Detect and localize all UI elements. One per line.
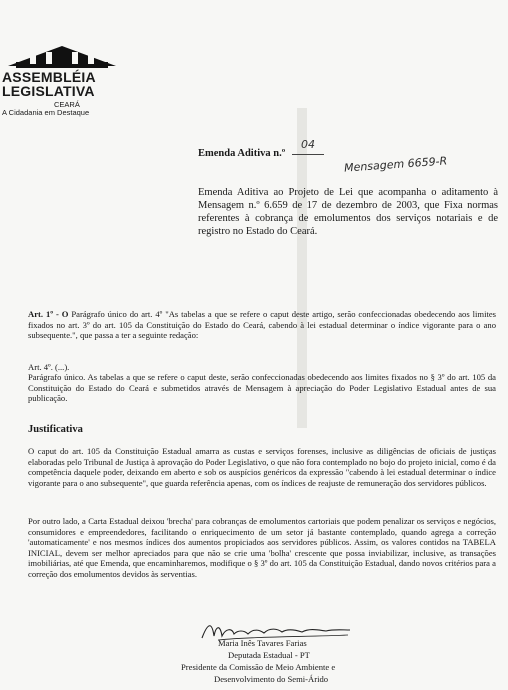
article-1 xyxy=(28,309,496,341)
logo-line2: LEGISLATIVA xyxy=(2,83,95,99)
article-1-label: Art. 1º - O xyxy=(28,309,69,319)
logo-motto: A Cidadania em Destaque xyxy=(2,108,90,117)
assembly-logo xyxy=(2,44,122,117)
paragrafo-text: As tabelas a que se refere o caput deste, serão confeccionadas obedecendo aos limites fixados no § 3º do art. 105 da Constituição do Estado do Ceará e submetidos através de Mensagem à apreciação do Poder Legislativo Estadual antes de sua publicação. xyxy=(28,372,496,403)
signatory-title-line1: Presidente da Comissão de Meio Ambiente e xyxy=(181,662,336,672)
signatory-name: Maria Inês Tavares Farias xyxy=(218,638,307,648)
justificativa-heading: Justificativa xyxy=(28,424,83,435)
signatory-role: Deputada Estadual - PT xyxy=(228,650,310,660)
logo-line1: ASSEMBLÉIA xyxy=(2,69,96,85)
justificativa-paragraph-1: O caput do art. 105 da Constituição Estadual amarra as custas e serviços forenses, inclusive as diligências de oficiais de justiças elaboradas pelo Tribunal de Justiça à aprovação do Poder Legislativo, o que não fora contemplado no bojo do projeto inicial, como é da competência daquele poder, deixando em aberto e sob os auspícios genéricos da expressão "cabendo à lei estadual determinar o índice vigorante para o ano subsequente", que guarda referência apenas, com os índices de reajuste de remuneração dos servidores públicos. xyxy=(28,446,496,488)
signatory-title-line2: Desenvolvimento do Semi-Árido xyxy=(214,674,329,684)
justificativa-paragraph-2: Por outro lado, a Carta Estadual deixou 'brecha' para cobranças de emolumentos cartoriais que podem penalizar os serviços e negócios, consumidores e empreendedores, facilitando o enriquecimento de um setor já bastante contemplado, quando agrega a correção 'automaticamente' e nos mesmos índices dos aumentos propiciados aos servidores públicos. Assim, os valores contidos na TABELA INICIAL, devem ser melhor apreciados para que não se crie uma 'bolha' crescente que possa inviabilizar, inclusive, as transações imobiliárias, até que Emenda, que encaminharemos, modifique o § 3º do art. 105 da Constituição Estadual, dando novos critérios para a correção dos emolumentos devidos às serventias. xyxy=(28,516,496,579)
handwritten-number: 04 xyxy=(292,138,324,155)
article-4: Art. 4º. (...). xyxy=(28,362,70,372)
article-1-text: Parágrafo único do art. 4º "As tabelas a que se refere o caput deste artigo, serão confeccionadas obedecendo aos limites fixados no art. 3º do art. 105 da Constituição do Estado do Ceará, cabendo à lei estadual determinar o índice vigorante para o ano subsequente.", que passa a ter a seguinte redação: xyxy=(28,309,497,340)
building-emblem-icon xyxy=(2,44,122,70)
logo-state: CEARÁ xyxy=(54,100,80,109)
paragrafo-unico xyxy=(28,372,496,404)
document-title: Emenda Aditiva n.º xyxy=(198,148,286,159)
handwritten-note: Mensagem 6659-R xyxy=(343,154,448,175)
document-summary: Emenda Aditiva ao Projeto de Lei que acompanha o aditamento à Mensagem n.º 6.659 de 17 de dezembro de 2003, que Fixa normas referentes à cobrança de emolumentos dos serviços notariais e de registro no Estado do Ceará. xyxy=(198,187,498,237)
paragrafo-label: Parágrafo único. xyxy=(28,372,86,382)
